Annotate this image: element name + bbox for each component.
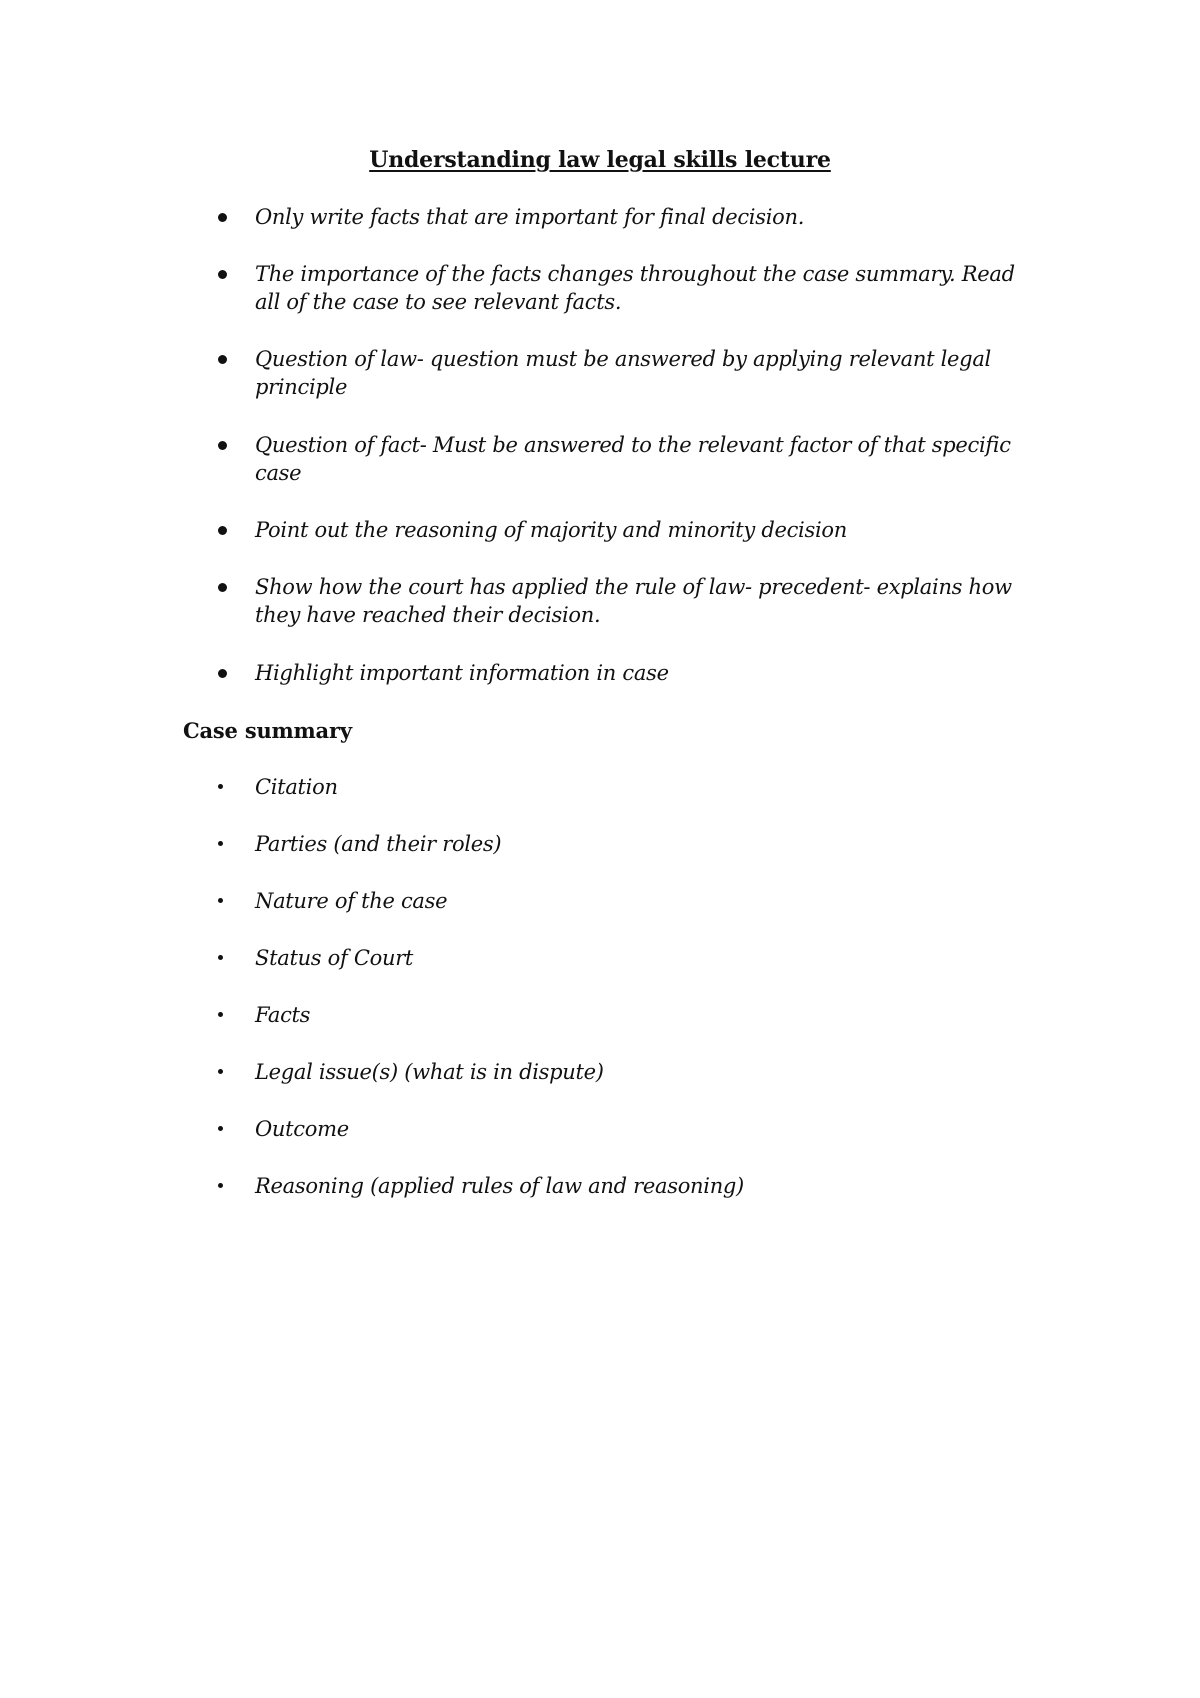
list-item-text: Question of law- question must be answered by applying relevant legal principle (255, 347, 991, 399)
bullet-icon (218, 898, 223, 903)
list-item-text: The importance of the facts changes throughout the case summary. Read all of the case to see relevant facts. (255, 262, 1015, 314)
bullet-icon (218, 841, 223, 846)
list-item-text: Only write facts that are important for final decision. (255, 205, 805, 229)
bullet-icon (218, 270, 227, 279)
list-item-text: Point out the reasoning of majority and minority decision (255, 518, 847, 542)
bullet-icon (218, 583, 227, 592)
case-summary-heading: Case summary (183, 718, 352, 743)
list-item-text: Citation (255, 775, 338, 799)
document-title: Understanding law legal skills lecture (369, 147, 831, 173)
list-item-text: Outcome (255, 1117, 349, 1141)
bullet-icon (218, 784, 223, 789)
bullet-icon (218, 1183, 223, 1188)
bullet-icon (218, 1069, 223, 1074)
bullet-icon (218, 669, 227, 678)
list-item-text: Reasoning (applied rules of law and reasoning) (255, 1174, 744, 1198)
list-item-text: Question of fact- Must be answered to the relevant factor of that specific case (255, 433, 1011, 485)
bullet-icon (218, 1012, 223, 1017)
bullet-icon (218, 1126, 223, 1131)
bullet-icon (218, 526, 227, 535)
list-item-text: Highlight important information in case (255, 661, 669, 685)
bullet-icon (218, 441, 227, 450)
list-item-text: Nature of the case (255, 889, 448, 913)
list-item-text: Show how the court has applied the rule of law- precedent- explains how they have reached their decision. (255, 575, 1012, 627)
list-item-text: Parties (and their roles) (255, 832, 502, 856)
bullet-icon (218, 955, 223, 960)
list-item-text: Facts (255, 1003, 311, 1027)
list-item-text: Legal issue(s) (what is in dispute) (255, 1060, 604, 1084)
bullet-icon (218, 213, 227, 222)
list-item-text: Status of Court (255, 946, 414, 970)
bullet-icon (218, 355, 227, 364)
